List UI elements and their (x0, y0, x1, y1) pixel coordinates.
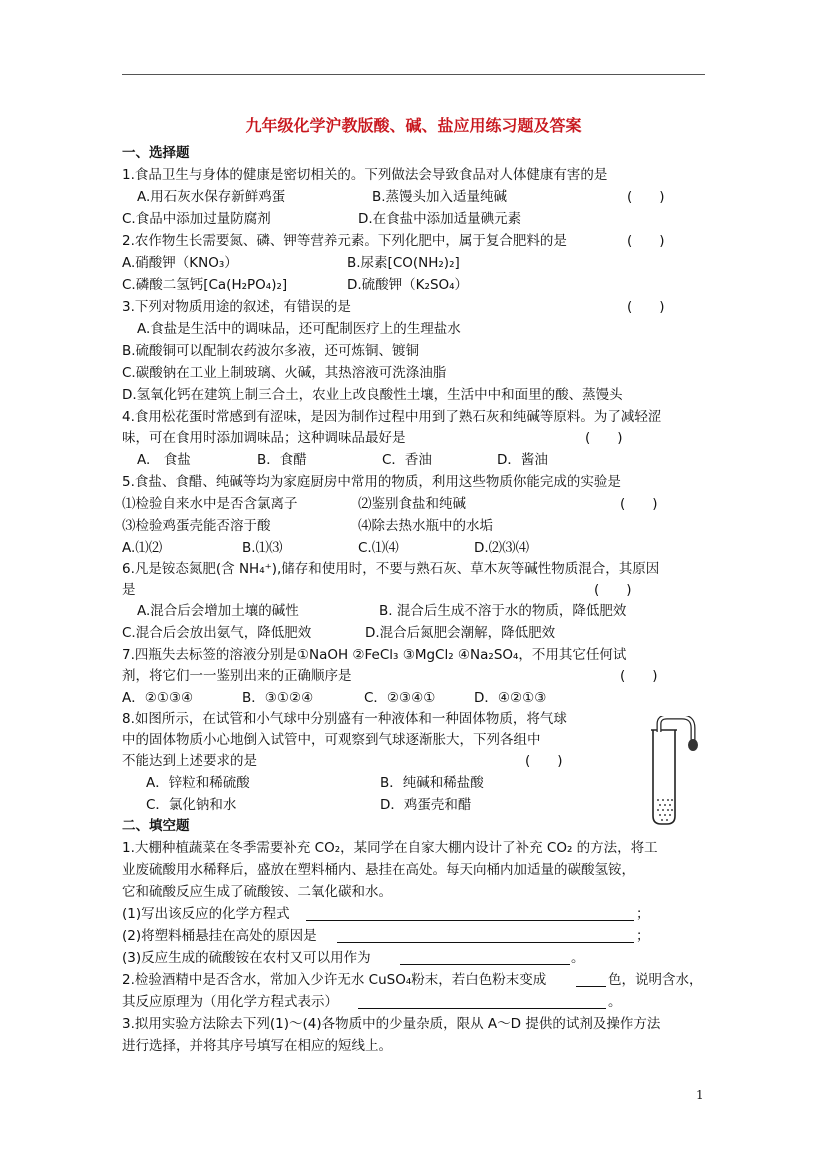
question-6-line1: 6.凡是铵态氮肥(含 NH₄⁺),储存和使用时，不要与熟石灰、草木灰等碱性物质混合，其原因 (122, 561, 660, 577)
fill-2-line1-tail: 色，说明含水， (608, 972, 703, 988)
question-6-line2: 是 (122, 582, 136, 598)
q5-item-3: ⑶检验鸡蛋壳能否溶于酸 (122, 518, 271, 534)
q3-option-d: D.氢氧化钙在建筑上制三合土，农业上改良酸性土壤，生活中中和面里的酸、蒸馒头 (122, 387, 623, 403)
q5-answer-paren: ( ) (620, 496, 658, 512)
q2-option-a: A.硝酸钾（KNO₃） (122, 255, 238, 271)
q1-option-b: B.蒸馒头加入适量纯碱 (372, 189, 508, 205)
question-4-line1: 4.食用松花蛋时常感到有涩味，是因为制作过程中用到了熟石灰和纯碱等原料。为了减轻涩 (122, 409, 662, 425)
section-heading-choice: 一、选择题 (122, 145, 190, 161)
fill-1-q2: (2)将塑料桶悬挂在高处的原因是 (122, 928, 317, 944)
q4-option-a: A. 食盐 (137, 452, 191, 468)
q4-option-b: B．食醋 (257, 452, 307, 468)
q1-answer-paren: ( ) (627, 189, 665, 205)
fill-1-line2: 业废硫酸用水稀释后，盛放在塑料桶内、悬挂在高处。每天向桶内加适量的碳酸氢铵， (122, 862, 635, 878)
fill-2-period: 。 (608, 994, 622, 1010)
q3-option-b: B.硫酸铜可以配制农药波尔多液，还可炼铜、镀铜 (122, 343, 420, 359)
q5-item-1: ⑴检验自来水中是否含氯离子 (122, 496, 298, 512)
q2-option-c: C.磷酸二氢钙[Ca(H₂PO₄)₂] (122, 277, 288, 293)
fill-1-line1: 1.大棚种植蔬菜在冬季需要补充 CO₂，某同学在自家大棚内设计了补充 CO₂ 的方法，将工 (122, 840, 658, 856)
question-1: 1.食品卫生与身体的健康是密切相关的。下列做法会导致食品对人体健康有害的是 (122, 167, 608, 183)
page-title: 九年级化学沪教版酸、碱、盐应用练习题及答案 (245, 116, 582, 135)
q8-option-a: A．锌粒和稀硫酸 (146, 775, 250, 791)
q4-option-c: C．香油 (382, 452, 432, 468)
q8-answer-paren: ( ) (525, 753, 563, 769)
question-4-line2: 味，可在食用时添加调味品；这种调味品最好是 (122, 430, 406, 446)
fill-1-q3-blank[interactable] (400, 964, 570, 965)
q3-option-c: C.碳酸钠在工业上制玻璃、火碱，其热溶液可洗涤油脂 (122, 365, 447, 381)
q2-option-b: B.尿素[CO(NH₂)₂] (347, 255, 460, 271)
q8-option-d: D．鸡蛋壳和醋 (380, 797, 472, 813)
q8-option-b: B．纯碱和稀盐酸 (380, 775, 484, 791)
q6-option-a: A.混合后会增加土壤的碱性 (137, 603, 299, 619)
q5-item-2: ⑵鉴别食盐和纯碱 (358, 496, 466, 512)
question-8-line2: 中的固体物质小心地倒入试管中，可观察到气球逐渐胀大，下列各组中 (122, 732, 541, 748)
q7-option-d: D．④②①③ (474, 690, 547, 706)
q5-option-d: D.⑵⑶⑷ (474, 540, 530, 556)
q1-option-a: A.用石灰水保存新鲜鸡蛋 (137, 189, 286, 205)
q1-option-d: D.在食盐中添加适量碘元素 (358, 211, 522, 227)
q3-answer-paren: ( ) (627, 299, 665, 315)
fill-1-q3-period: 。 (571, 950, 585, 966)
q5-option-a: A.⑴⑵ (122, 540, 163, 556)
q2-answer-paren: ( ) (627, 233, 665, 249)
header-rule (122, 74, 705, 75)
fill-1-q1-blank[interactable] (306, 920, 634, 921)
question-8-line1: 8.如图所示，在试管和小气球中分别盛有一种液体和一种固体物质，将气球 (122, 711, 567, 727)
q6-option-b: B. 混合后生成不溶于水的物质，降低肥效 (379, 603, 627, 619)
question-7-line1: 7.四瓶失去标签的溶液分别是①NaOH ②FeCl₃ ③MgCl₂ ④Na₂SO₄，不用其它任何试 (122, 647, 627, 663)
fill-1-q1: (1)写出该反应的化学方程式 (122, 906, 290, 922)
q1-option-c: C.食品中添加过量防腐剂 (122, 211, 271, 227)
fill-3-line2: 进行选择，并将其序号填写在相应的短线上。 (122, 1038, 392, 1054)
fill-3-line1: 3.拟用实验方法除去下列(1)～(4)各物质中的少量杂质，限从 A～D 提供的试剂及操作方法 (122, 1016, 661, 1032)
question-3: 3.下列对物质用途的叙述，有错误的是 (122, 299, 351, 315)
question-7-line2: 剂，将它们一一鉴别出来的正确顺序是 (122, 668, 352, 684)
page-number: 1 (696, 1088, 704, 1102)
q5-item-4: ⑷除去热水瓶中的水垢 (358, 518, 493, 534)
fill-1-q1-semicolon: ； (636, 906, 650, 922)
question-8-line3: 不能达到上述要求的是 (122, 753, 257, 769)
q7-option-a: A．②①③④ (122, 690, 194, 706)
q6-option-d: D.混合后氮肥会潮解，降低肥效 (365, 625, 556, 641)
fill-1-q2-blank[interactable] (337, 942, 634, 943)
q4-option-d: D．酱油 (497, 452, 548, 468)
q5-option-c: C.⑴⑷ (358, 540, 399, 556)
q6-option-c: C.混合后会放出氨气，降低肥效 (122, 625, 312, 641)
question-5: 5.食盐、食醋、纯碱等均为家庭厨房中常用的物质，利用这些物质你能完成的实验是 (122, 474, 621, 490)
question-2: 2.农作物生长需要氮、磷、钾等营养元素。下列化肥中，属于复合肥料的是 (122, 233, 567, 249)
fill-1-q2-semicolon: ； (636, 928, 650, 944)
fill-1-line3: 它和硫酸反应生成了硫酸铵、二氧化碳和水。 (122, 884, 392, 900)
fill-2-line1: 2.检验酒精中是否含水，常加入少许无水 CuSO₄粉末，若白色粉末变成 (122, 972, 547, 988)
q7-option-b: B．③①②④ (242, 690, 314, 706)
section-heading-fill: 二、填空题 (122, 818, 190, 834)
q8-option-c: C．氯化钠和水 (146, 797, 237, 813)
q2-option-d: D.硫酸钾（K₂SO₄） (347, 277, 469, 293)
q4-answer-paren: ( ) (585, 430, 623, 446)
fill-2-equation-blank[interactable] (358, 1008, 606, 1009)
q6-answer-paren: ( ) (594, 582, 632, 598)
test-tube-balloon-figure (648, 716, 704, 828)
fill-2-line2: 其反应原理为（用化学方程式表示） (122, 994, 338, 1010)
q7-option-c: C．②③④① (364, 690, 436, 706)
q7-answer-paren: ( ) (620, 668, 658, 684)
q5-option-b: B.⑴⑶ (242, 540, 283, 556)
fill-2-color-blank[interactable] (576, 986, 606, 987)
fill-1-q3: (3)反应生成的硫酸铵在农村又可以用作为 (122, 950, 371, 966)
q3-option-a: A.食盐是生活中的调味品，还可配制医疗上的生理盐水 (137, 321, 461, 337)
